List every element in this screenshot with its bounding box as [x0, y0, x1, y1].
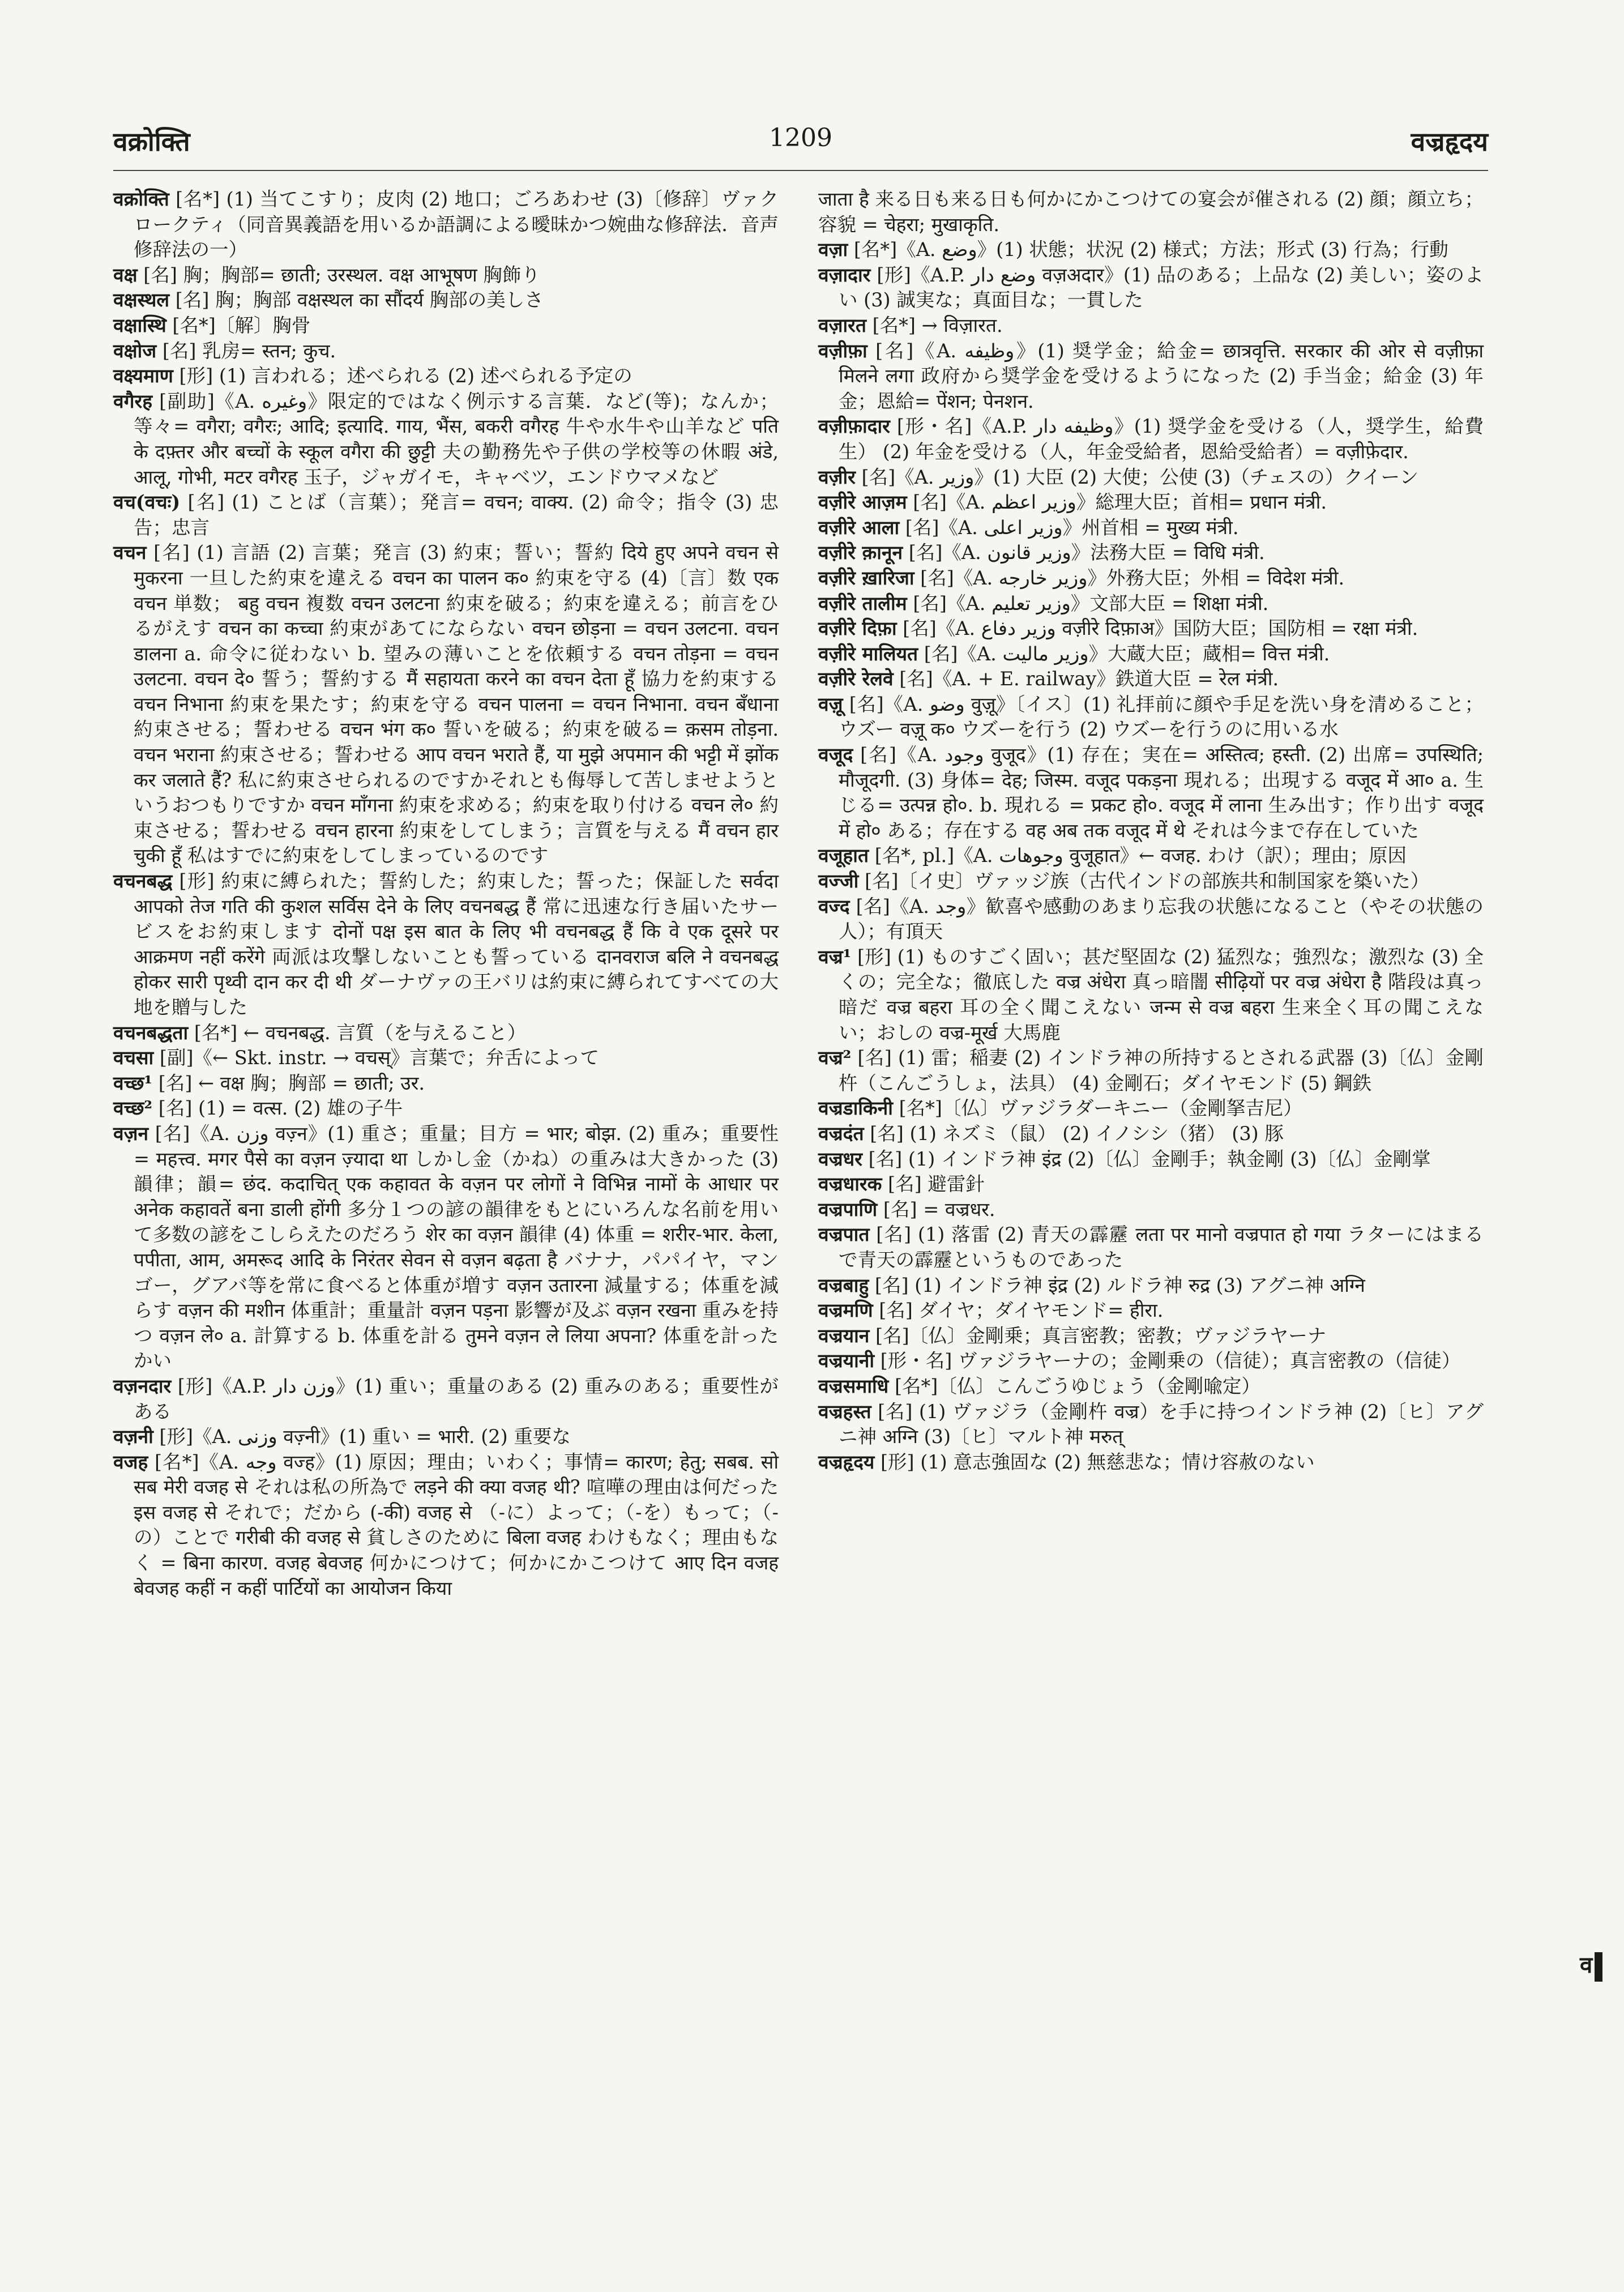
entry-headword: वगैरह: [113, 390, 152, 412]
entry-headword: वज़ा: [818, 238, 848, 261]
dictionary-entry: [818, 1197, 1484, 1223]
entry-headword: वज़ीरे दिफ़ा: [818, 617, 897, 640]
entry-definition: [名] ← वक्ष 胸；胸部 = छाती; उर.: [152, 1072, 425, 1094]
entry-headword: वचनबद्ध: [113, 870, 173, 893]
entry-definition: [名]《A. وزير تعليم》文部大臣 = शिक्षा मंत्री.: [907, 592, 1269, 614]
entry-definition: [形]《A. وزنى वज़्नी》(1) 重い = भारी. (2) 重要な: [153, 1425, 571, 1448]
entry-definition: [名*] ← वचनबद्ध. 言質（を与えること）: [188, 1021, 527, 1044]
entry-definition: [名*, pl.]《A. وجوهات वुजूहात》← वजह. わけ（訳）；理由；原因: [869, 844, 1407, 867]
dictionary-entry: [818, 414, 1484, 464]
dictionary-entry: [818, 1147, 1484, 1172]
entry-definition: [名] (1) 言語 (2) 言葉；発言 (3) 約束；誓い；誓約 दिये हुए अपने वचन से मुकरना 一旦した約束を違える वचन का पालन क० 約束を守る (4)〔言〕数 एक वचन 単数； बहु वचन 複数 वचन उलटना 約束を破る；約束を違える；前言をひるがえす वचन का कच्चा 約束があてにならない वचन छोड़ना = वचन उलटना. वचन डालना a. 命令に従わない b. 望みの薄いことを依頼する वचन तोड़ना = वचन उलटना. वचन दे० 誓う；誓約する मैं सहायता करने का वचन देता हूँ 協力を約束する वचन निभाना 約束を果たす；約束を守る वचन पालना = वचन निभाना. वचन बँधाना 約束させる；誓わせる वचन भंग क० 誓いを破る；約束を破る= क़सम तोड़ना. वचन भराना 約束させる；誓わせる आप वचन भराते हैं, या मुझे अपमान की भट्टी में झोंक कर जलाते हैं? 私に約束させられるのですかそれとも侮辱して苦しませようというおつもりですか वचन माँगना 約束を求める；約束を取り付ける वचन ले० 約束させる；誓わせる वचन हारना 約束をしてしまう；言質を与える मैं वचन हार चुकी हूँ 私はすでに約束をしてしまっているのです: [134, 541, 779, 867]
entry-headword: वक्षोज: [113, 339, 157, 362]
entry-definition: [名]《A. وزير ماليت》大蔵大臣；蔵相= वित्त मंत्री.: [918, 642, 1330, 665]
entry-definition: [形] 約束に縛られた；誓約した；約束した；誓った；保証した सर्वदा आपको तेज गति की कुशल सर्विस देने के लिए वचनबद्ध हैं 常に迅速な行き届いたサービスをお約束します दोनों पक्ष इस बात के लिए भी वचनबद्ध हैं कि वे एक दूसरे पर आक्रमण नहीं करेंगे 両派は攻撃しないことも誓っている दानवराज बलि ने वचनबद्ध होकर सारी पृथ्वी दान कर दी थी ダーナヴァの王バリは約束に縛られてすべての大地を贈与した: [134, 870, 779, 1018]
entry-headword: वज़ीरे ख़ारिजा: [818, 566, 914, 589]
entry-headword: वज़ीरे आला: [818, 516, 900, 539]
entry-definition: [名]《A. وجود वुजूद》(1) 存在；実在= अस्तित्व; हस्ती. (2) 出席= उपस्थिति; मौजूदगी. (3) 身体= देह; जिस्म. वजूद पकड़ना 現れる；出現する वजूद में आ० a. 生じる= उत्पन्न हो०. b. 現れる = प्रकट हो०. वजूद में लाना 生み出す；作り出す वजूद में हो० ある；存在する वह अब तक वजूद में थे それは今まで存在していた: [839, 744, 1484, 842]
dictionary-entry: [818, 187, 1484, 237]
dictionary-entry: [113, 540, 779, 869]
entry-definition: [形] (1) 意志強固な (2) 無慈悲な；情け容赦のない: [874, 1450, 1315, 1473]
entry-headword: वज़ीरे रेलवे: [818, 668, 894, 690]
entry-headword: वक्ष: [113, 263, 138, 286]
entry-definition: [名]《A. وزير اعلى》州首相 = मुख्य मंत्री.: [899, 516, 1239, 539]
entry-headword: वज्रहृदय: [818, 1450, 875, 1473]
dictionary-entry: [113, 490, 779, 540]
entry-headword: वज्रडाकिनी: [818, 1097, 893, 1120]
dictionary-entry: [818, 1121, 1484, 1147]
entry-headword: वज़ारत: [818, 314, 866, 336]
dictionary-entry: [818, 1450, 1484, 1475]
dictionary-entry: [818, 1348, 1484, 1374]
entry-definition: [名] (1) インドラ神 इंद्र (2) ルドラ神 रुद्र (3) アグニ神 अग्नि: [869, 1274, 1365, 1296]
page-number: 1209: [769, 123, 832, 152]
entry-headword: वक्ष्यमाण: [113, 365, 173, 387]
dictionary-entry: [113, 187, 779, 263]
dictionary-entry: [113, 1096, 779, 1121]
entry-definition: [形]《A.P. وزن دار》(1) 重い；重量のある (2) 重みのある；重要性がある: [134, 1375, 779, 1423]
entry-definition: [名] 避雷針: [882, 1173, 985, 1196]
dictionary-entry: [818, 1298, 1484, 1324]
dictionary-entry: [818, 1045, 1484, 1096]
entry-definition: [副助]《A. وغيره》限定的ではなく例示する言葉．など(等)；なんか；等々= वगैरा; वगैरः; आदि; इत्यादि. गाय, भैंस, बकरी वगैरह 牛や水牛や山羊など पति के दफ़्तर और बच्चों के स्कूल वगैरा की छुट्टी 夫の勤務先や子供の学校等の休暇 अंडे, आलू, गोभी, मटर वगैरह 玉子，ジャガイモ，キャベツ，エンドウマメなど: [134, 390, 779, 488]
dictionary-entry: [113, 1424, 779, 1450]
dictionary-entry: [113, 1021, 779, 1046]
entry-headword: वज्रपात: [818, 1223, 870, 1246]
dictionary-entry: [818, 1096, 1484, 1121]
right-column: [818, 187, 1484, 1475]
entry-definition: [名]《A. وزير》(1) 大臣 (2) 大使；公使 (3)（チェスの）クイーン: [855, 466, 1418, 488]
entry-definition: [名] (1) = वत्स. (2) 雄の子牛: [152, 1097, 403, 1120]
dictionary-entry: [818, 1172, 1484, 1197]
dictionary-entry: [818, 894, 1484, 945]
entry-definition: [形・名] ヴァジラヤーナの；金剛乗の（信徒）；真言密教の（信徒）: [874, 1350, 1461, 1372]
entry-headword: वज़ीफ़ादार: [818, 415, 890, 438]
dictionary-entry: [113, 1121, 779, 1374]
thumb-index-letter: व: [1580, 1952, 1593, 1978]
entry-headword: वज्रपाणि: [818, 1198, 878, 1220]
entry-definition: [名] ダイヤ；ダイヤモンド= हीरा.: [873, 1299, 1164, 1322]
entry-definition: [形・名]《A.P. وظيفه دار》(1) 奨学金を受ける（人，奨学生，給費生） (2) 年金を受ける（人，年金受給者，恩給受給者）= वज़ीफ़ेदार.: [839, 415, 1484, 463]
entry-headword: वज्रधर: [818, 1147, 862, 1170]
entry-headword: वज्रबाहु: [818, 1274, 869, 1296]
entry-definition: [形]《A.P. وضع دار वज़अदार》(1) 品のある；上品な (2) 美しい；姿のよい (3) 誠実な；真面目な；一貫した: [839, 263, 1484, 311]
entry-headword: वक्षस्थल: [113, 289, 170, 311]
entry-definition: [副]《← Skt. instr. → वचस्》言葉で；弁舌によって: [153, 1047, 600, 1069]
thumb-index-tab: [1580, 1948, 1602, 1982]
entry-headword: वज्रमणि: [818, 1299, 873, 1322]
header-rule: [113, 170, 1488, 171]
dictionary-entry: [818, 566, 1484, 591]
dictionary-entry: [113, 1450, 779, 1602]
dictionary-entry: [818, 1324, 1484, 1349]
entry-headword: वज्रदंत: [818, 1122, 864, 1145]
entry-definition: [名] (1) ことば（言葉）；発言= वचन; वाक्य. (2) 命令；指令 (3) 忠告；忠言: [134, 491, 779, 539]
dictionary-entry: [818, 616, 1484, 642]
entry-headword: वज्रधारक: [818, 1173, 882, 1196]
dictionary-entry: [818, 313, 1484, 339]
entry-definition: [名] (1) 雷；稲妻 (2) インドラ神の所持するとされる武器 (3)〔仏〕金剛杵（こんごうしょ，法具） (4) 金剛石；ダイヤモンド (5) 鋼鉄: [839, 1047, 1484, 1094]
running-head-last-entry: वज्रहृदय: [1411, 126, 1488, 157]
entry-headword: वचनबद्धता: [113, 1021, 189, 1044]
entry-definition: [名]《A. وظيفه》(1) 奨学金；給金= छात्रवृत्ति. सरकार की ओर से वज़ीफ़ा मिलने लगा 政府から奨学金を受けるようになった (2) 手当金；給金 (3) 年金；恩給= पेंशन; पेनशन.: [839, 339, 1484, 412]
dictionary-entry: [113, 1374, 779, 1424]
dictionary-entry: [113, 339, 779, 364]
thumb-index-bar: [1595, 1952, 1602, 1982]
entry-definition: [名]《A. وزير دفاع वज़ीरे दिफ़ाअ》国防大臣；国防相 = रक्षा मंत्री.: [896, 617, 1418, 640]
entry-headword: वज़ीरे आज़म: [818, 491, 907, 514]
dictionary-entry: [113, 313, 779, 339]
dictionary-entry: [818, 642, 1484, 667]
dictionary-entry: [818, 339, 1484, 415]
entry-definition: [名] (1) ヴァジラ（金剛杵 वज्र）を手に持つインドラ神 (2)〔ヒ〕アグニ神 अग्नि (3)〔ヒ〕マルト神 मरुत्: [839, 1400, 1484, 1448]
entry-headword: वज़ादार: [818, 263, 871, 286]
dictionary-entry: [113, 1071, 779, 1096]
entry-headword: वक्षास्थि: [113, 314, 166, 336]
entry-headword: वचन: [113, 541, 147, 564]
entry-headword: वज़नी: [113, 1425, 153, 1448]
entry-headword: वज़ीफ़ा: [818, 339, 867, 362]
entry-headword: वचसा: [113, 1047, 154, 1069]
dictionary-entry: [113, 389, 779, 490]
dictionary-entry: [818, 692, 1484, 742]
dictionary-entry: [818, 515, 1484, 541]
dictionary-entry: [818, 237, 1484, 263]
dictionary-entry: [818, 843, 1484, 869]
entry-definition: [形] (1) 言われる；述べられる (2) 述べられる予定の: [173, 365, 632, 387]
entry-headword: वज्र¹: [818, 945, 852, 968]
entry-definition: [名]《A. وجد》歓喜や感動のあまり忘我の状態になること（やその状態の人）；有頂天: [839, 895, 1484, 943]
entry-headword: वच(वचः): [113, 491, 181, 514]
entry-definition: [名] (1) インドラ神 इंद्र (2)〔仏〕金剛手；執金剛 (3)〔仏〕金剛掌: [862, 1147, 1431, 1170]
entry-definition: [名]《A. وضو वुज़ू》〔イス〕(1) 礼拝前に顔や手足を洗い身を清めること；ウズー वज़ू क० ウズーを行う (2) ウズーを行うのに用いる水: [839, 693, 1484, 741]
entry-definition: [名]《A. وزن वज़्न》(1) 重さ；重量；目方 = भार; बोझ. (2) 重み；重要性 = महत्त्व. मगर पैसे का वज़न ज़्यादा था しかし金（かね）の重みは大きかった (3) 韻律；韻= छंद. कदाचित् एक कहावत के वज़न पर लोगों ने विभिन्न नामों के आधार पर अनेक कहावतें बना डाली होंगी 多分１つの諺の韻律をもとにいろんな名前を用いて多数の諺をこしらえたのだろう शेर का वज़न 韻律 (4) 体重 = शरीर-भार. केला, पपीता, आम, अमरूद आदि के निरंतर सेवन से वज़न बढ़ता है バナナ，パパイヤ，マンゴー，グアバ等を常に食べると体重が増す वज़न उतारना 減量する；体重を減らす वज़न की मशीन 体重計；重量計 वज़न पड़ना 影響が及ぶ वज़न रखना 重みを持つ वज़न ले० a. 計算する b. 体重を計る तुमने वज़न ले लिया अपना? 体重を計ったかい: [134, 1122, 779, 1372]
entry-definition: [名*]《A. وضع》(1) 状態；状況 (2) 様式；方法；形式 (3) 行為；行動: [848, 238, 1448, 261]
entry-headword: वज़ीरे क़ानून: [818, 541, 903, 564]
entry-headword: वज्द: [818, 895, 850, 917]
entry-headword: वज्जी: [818, 870, 859, 893]
entry-definition: [形] (1) ものすごく固い；甚だ堅固な (2) 猛烈な；強烈な；激烈な (3) 全くの；完全な；徹底した वज्र अंधेरा 真っ暗闇 सीढ़ियों पर वज्र अंधेरा है 階段は真っ暗だ वज्र बहरा 耳の全く聞こえない जन्म से वज्र बहरा 生来全く耳の聞こえない；おしの वज्र-मूर्ख 大馬鹿: [839, 945, 1484, 1044]
dictionary-entry: [113, 869, 779, 1021]
entry-headword: वज्रयानी: [818, 1350, 875, 1372]
dictionary-entry: [818, 1374, 1484, 1399]
entry-headword: वज़ीरे तालीम: [818, 592, 907, 614]
dictionary-entry: [818, 490, 1484, 515]
entry-headword: वज़न: [113, 1122, 149, 1145]
entry-headword: वज्रसमाधि: [818, 1375, 889, 1397]
dictionary-entry: [818, 667, 1484, 692]
dictionary-entry: [818, 1399, 1484, 1450]
entry-headword: वज्रहस्त: [818, 1400, 871, 1423]
entry-headword: वज़ीर: [818, 466, 856, 488]
entry-definition: [名*]〔仏〕ヴァジラダーキニー（金剛拏吉尼）: [892, 1097, 1302, 1120]
entry-definition: [名*]《A. وجه वज्ह》(1) 原因；理由；いわく；事情= कारण; हेतु; सबब. सो सब मेरी वजह से それは私の所為で लड़ने की क्या वजह थी? 喧嘩の理由は何だった इस वजह से それで；だから (-की) वजह से （-に）よって；（-を）もって；（-の）ことで गरीबी की वजह से 貧しさのために बिला वजह わけもなく；理由もなく = बिना कारण. वजह बेवजह 何かにつけて；何かにかこつけて आए दिन वजह बेवजह कहीं न कहीं पार्टियों का आयोजन किया: [134, 1450, 779, 1599]
entry-definition: जाता है 来る日も来る日も何かにかこつけての宴会が催される (2) 顔；顔立ち；容貌 = चेहरा; मुखाकृति.: [818, 188, 1484, 236]
dictionary-entry: [818, 591, 1484, 617]
entry-definition: [名] 胸；胸部 वक्षस्थल का सौंदर्य 胸部の美しさ: [169, 289, 544, 311]
entry-definition: [名] = वज्रधर.: [877, 1198, 995, 1220]
entry-definition: [名]《A. وزير قانون》法務大臣 = विधि मंत्री.: [903, 541, 1265, 564]
entry-definition: [名]〔仏〕金剛乗；真言密教；密教；ヴァジラヤーナ: [869, 1324, 1327, 1347]
entry-headword: वजह: [113, 1450, 148, 1473]
dictionary-entry: [818, 945, 1484, 1045]
page-header: [113, 123, 1488, 163]
entry-headword: वज़नदार: [113, 1375, 172, 1397]
dictionary-entry: [113, 1045, 779, 1071]
entry-definition: [名*] → विज़ारत.: [866, 314, 1003, 336]
dictionary-entry: [818, 540, 1484, 566]
entry-definition: [名]《A. وزير خارجه》外務大臣；外相 = विदेश मंत्री.: [914, 566, 1345, 589]
entry-definition: [名*] (1) 当てこすり；皮肉 (2) 地口；ごろあわせ (3)〔修辞〕ヴァクロークティ（同音異義語を用いるか語調による曖昧かつ婉曲な修辞法．音声修辞法の一）: [134, 188, 779, 261]
entry-definition: [名]《A. + E. railway》鉄道大臣 = रेल मंत्री.: [893, 668, 1279, 690]
entry-headword: वजूहात: [818, 844, 869, 867]
entry-definition: [名] 胸；胸部= छाती; उरस्थल. वक्ष आभूषण 胸飾り: [137, 263, 540, 286]
dictionary-entry: [113, 364, 779, 389]
dictionary-entry: [818, 1273, 1484, 1299]
entry-headword: वच्छ²: [113, 1097, 153, 1120]
entry-headword: वज्रयान: [818, 1324, 870, 1347]
left-column: [113, 187, 779, 1601]
entry-headword: वज़ीरे मालियत: [818, 642, 918, 665]
dictionary-entry: [818, 263, 1484, 313]
dictionary-entry: [818, 1222, 1484, 1273]
entry-definition: [名] (1) 落雷 (2) 青天の霹靂 लता पर मानो वज्रपात हो गया ラターにはまるで青天の霹靂というものであった: [839, 1223, 1484, 1271]
entry-definition: [名*]〔解〕胸骨: [166, 314, 311, 336]
running-head-first-entry: वक्रोक्ति: [113, 126, 190, 157]
entry-headword: वजूद: [818, 744, 853, 766]
dictionary-entry: [113, 263, 779, 288]
entry-definition: [名]《A. وزير اعظم》総理大臣；首相= प्रधान मंत्री.: [907, 491, 1327, 514]
entry-headword: वज़ू: [818, 693, 843, 715]
dictionary-entry: [818, 742, 1484, 843]
entry-definition: [名] 乳房= स्तन; कुच.: [156, 339, 336, 362]
entry-headword: वक्रोक्ति: [113, 188, 169, 210]
dictionary-entry: [818, 869, 1484, 894]
entry-headword: वज्र²: [818, 1047, 852, 1069]
entry-headword: वच्छ¹: [113, 1072, 153, 1094]
dictionary-entry: [818, 465, 1484, 490]
entry-definition: [名*]〔仏〕こんごうゆじょう（金剛喩定）: [888, 1375, 1260, 1397]
dictionary-columns: [113, 187, 1484, 2260]
dictionary-entry: [113, 288, 779, 313]
entry-definition: [名]〔イ史〕ヴァッジ族（古代インドの部族共和制国家を築いた）: [858, 870, 1430, 893]
entry-definition: [名] (1) ネズミ（鼠） (2) イノシシ（猪） (3) 豚: [864, 1122, 1284, 1145]
